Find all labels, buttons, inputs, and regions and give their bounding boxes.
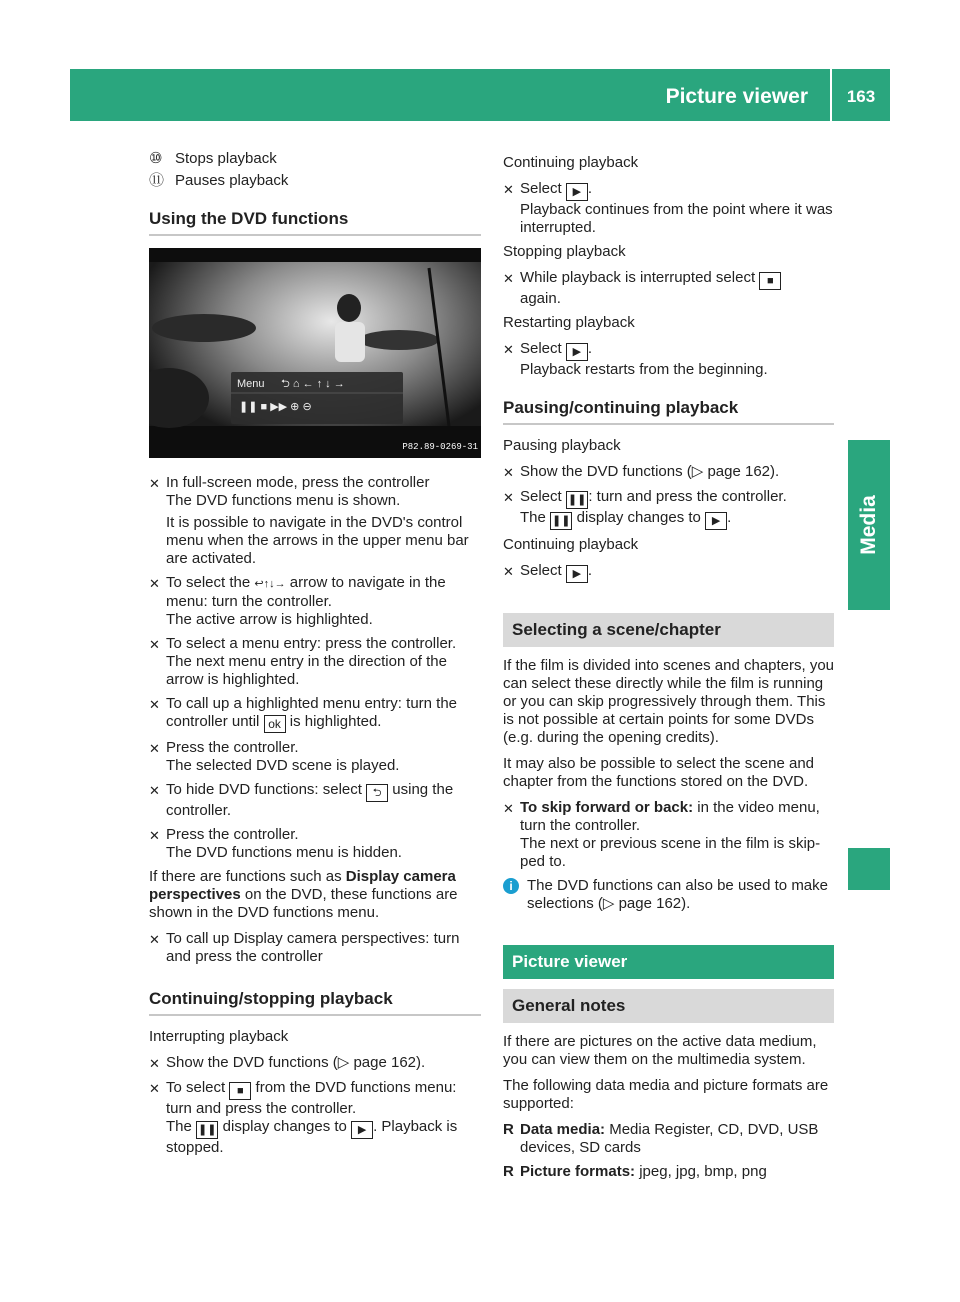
bullet-icon: R [503,1121,514,1138]
section-band-scene: Selecting a scene/chapter [503,613,834,647]
step-arrow-icon: ✕ [503,564,514,579]
step-text: It is possible to navigate in the DVD's control menu when the arrows in the upper menu bar are activated. [166,514,469,567]
photo-illustration [149,248,481,458]
step [503,180,834,237]
step-text: : turn and press the controller. [588,488,787,505]
step-text: from the DVD functions menu: turn and press the controller. [166,1079,457,1117]
step-arrow-icon: ✕ [503,490,514,505]
step-text: In full-screen mode, press the controller [166,474,430,491]
step-text: . Playback is stopped. [166,1118,458,1156]
step [149,1054,481,1073]
side-tab-label: Media [857,495,880,555]
bullet-item [503,1121,834,1157]
section-heading-continuing: Continuing/stopping playback [149,990,481,1016]
step-arrow-icon: ✕ [149,1056,160,1071]
step-text: Select [520,180,562,197]
step [149,695,481,733]
step-text: While playback is interrupted select [520,269,756,286]
step-text: To select the [166,574,251,591]
step-arrow-icon: ✕ [503,465,514,480]
bullet-bold: Picture formats: [520,1163,636,1180]
list-item [149,172,481,190]
dvd-menu-photo [149,248,481,458]
header-title: Picture viewer [665,85,808,108]
step-text: in the video menu, turn the controller. [520,799,820,834]
paragraph: The following data media and picture formats are supported: [503,1077,829,1112]
step [503,488,834,530]
step-arrow-icon: ✕ [503,182,514,197]
step-text: To hide DVD functions: select [166,781,362,798]
step-text: Select [520,488,562,505]
back-key-icon: ⮌ [366,784,388,802]
subheading: Continuing playback [503,536,639,553]
list-item [149,150,481,168]
side-tab-media [848,440,890,610]
subheading: Stopping playback [503,243,626,260]
step-text: arrow to navigate in the menu: turn the controller. [166,574,446,610]
item-number: ⑩ [149,150,163,167]
info-icon: i [503,878,519,894]
paragraph-text: on the DVD, these functions are shown in the DVD functions menu. [149,886,458,921]
step-text: Show the DVD functions (▷ page 162). [520,463,780,480]
subheading: Interrupting playback [149,1028,289,1045]
step-text: To call up Display camera perspectives: turn and press the controller [166,930,460,965]
step-text: The DVD functions menu is shown. [166,492,401,509]
step [149,574,481,629]
step-arrow-icon: ✕ [149,576,160,591]
play-key-icon: ▶ [351,1121,373,1139]
bullet-text: jpeg, jpg, bmp, png [639,1163,767,1180]
step-text: Show the DVD functions (▷ page 162). [166,1054,426,1071]
step-text: Playback restarts from the beginning. [520,361,768,378]
bullet-bold: Data media: [520,1121,606,1138]
paragraph: It may also be possible to select the scene and chapter from the functions stored on the DVD. [503,755,815,790]
step-arrow-icon: ✕ [503,801,514,816]
step-text: Press the controller. [166,826,299,843]
ok-key-icon: ok [264,715,286,733]
step [503,799,834,871]
step-text: The selected DVD scene is played. [166,757,400,774]
step-text: The [520,509,546,526]
step-text: The active arrow is highlighted. [166,611,373,628]
image-id: P82.89-0269-31 [402,442,478,452]
paragraph-bold: Display camera perspectives [149,868,456,903]
step [503,562,834,583]
step-text: display changes to [222,1118,347,1135]
stop-key-icon: ■ [759,272,781,290]
step-arrow-icon: ✕ [149,828,160,843]
left-column [149,150,481,1163]
menu-icons-top: ⮌ ⌂ ← ↑ ↓ → [281,378,345,390]
step-arrow-icon: ✕ [149,476,160,491]
step-arrow-icon: ✕ [149,783,160,798]
step-arrow-icon: ✕ [149,932,160,947]
step-text: Select [520,340,562,357]
step [503,340,834,379]
step-text: again. [520,290,561,307]
step-text: Press the controller. [166,739,299,756]
pause-key-icon: ❚❚ [550,512,572,530]
step [149,930,481,966]
step [149,781,481,820]
play-key-icon: ▶ [566,183,588,201]
info-note [503,877,834,913]
step-text: The next or previous scene in the film is skip-ped to. [520,835,821,870]
menu-icons-bottom: ❚❚ ■ ▶▶ ⊕ ⊖ [239,401,312,413]
step-text: To call up a highlighted menu entry: turn the controller until [166,695,458,730]
menu-label: Menu [237,378,265,390]
step-text: The DVD functions menu is hidden. [166,844,402,861]
step-arrow-icon: ✕ [503,271,514,286]
right-column [503,154,834,1187]
info-text: The DVD functions can also be used to make selections (▷ page 162). [527,877,828,912]
step-text: is highlighted. [289,713,382,730]
step [149,635,481,689]
section-band-general-notes: General notes [503,989,834,1023]
step-arrow-icon: ✕ [503,342,514,357]
play-key-icon: ▶ [566,565,588,583]
side-marker [848,848,890,890]
camera-paragraph [149,868,481,922]
step-text: Playback continues from the point where it was interrupted. [520,201,833,236]
step-text: The next menu entry in the direction of the arrow is highlighted. [166,653,447,688]
paragraph: If the film is divided into scenes and chapters, you can select these directly while the film is running or you can skip progressively through them. This is not possible at certain points for some DVDs (e.g. during the opening credits). [503,657,835,746]
step [149,474,481,568]
section-band-picture-viewer: Picture viewer [503,945,834,979]
step [149,1079,481,1157]
play-key-icon: ▶ [705,512,727,530]
step-text: . [587,562,593,579]
step-arrow-icon: ✕ [149,1081,160,1096]
paragraph-text: If there are functions such as [149,868,342,885]
page-header [70,69,890,121]
play-key-icon: ▶ [566,343,588,361]
bullet-icon: R [503,1163,514,1180]
step [149,739,481,775]
step-text: The [166,1118,192,1135]
step-arrow-icon: ✕ [149,741,160,756]
step-text: . [587,340,593,357]
step-text: To select a menu entry: press the controller. [166,635,457,652]
item-text: Pauses playback [175,172,289,189]
stop-key-icon: ■ [229,1082,251,1100]
subheading: Pausing playback [503,437,621,454]
step-arrow-icon: ✕ [149,697,160,712]
section-heading-pausing: Pausing/continuing playback [503,399,834,425]
item-number: ⑪ [149,172,165,189]
item-text: Stops playback [175,150,277,167]
subheading: Continuing playback [503,154,639,171]
step-text: . [727,509,732,526]
step-text: . [587,180,593,197]
step-text: using the controller. [166,781,454,819]
step-arrow-icon: ✕ [149,637,160,652]
pause-key-icon: ❚❚ [566,491,588,509]
pause-key-icon: ❚❚ [196,1121,218,1139]
page-number: 163 [846,87,876,106]
arrows-icon: ↩↑↓→ [254,578,286,590]
bullet-item [503,1163,834,1181]
step [149,826,481,862]
subheading: Restarting playback [503,314,635,331]
bullet-text: Media Register, CD, DVD, USB devices, SD cards [520,1121,819,1156]
step-text: Select [520,562,562,579]
paragraph: If there are pictures on the active data medium, you can view them on the multimedia system. [503,1033,817,1068]
step-text: display changes to [576,509,701,526]
step [503,269,834,308]
section-heading-dvd: Using the DVD functions [149,210,481,236]
step-text: To select [166,1079,226,1096]
step-bold: To skip forward or back: [520,799,694,816]
step [503,463,834,482]
